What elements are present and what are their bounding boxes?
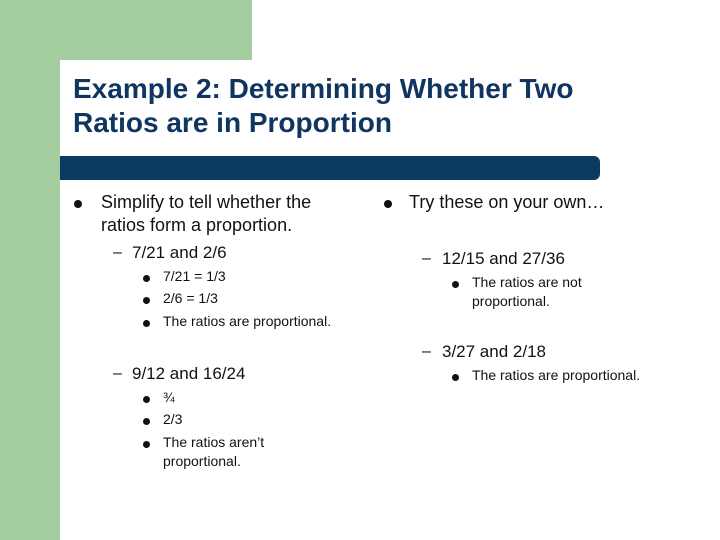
dash-icon: – xyxy=(113,244,122,261)
title-divider-bar xyxy=(60,156,600,180)
bullet-dot-icon xyxy=(452,374,459,381)
left-sub2-item-1: ¾ xyxy=(163,389,175,405)
bullet-dot-icon xyxy=(143,275,150,282)
right-sub1-item-1-line-1: The ratios are not xyxy=(472,274,582,290)
left-sub1-item-2: 2/6 = 1/3 xyxy=(163,290,218,306)
bullet-dot-icon xyxy=(143,441,150,448)
bullet-dot-icon xyxy=(452,281,459,288)
green-left-stripe xyxy=(0,0,60,540)
bullet-dot-icon xyxy=(143,396,150,403)
right-sub2-label: 3/27 and 2/18 xyxy=(442,342,546,361)
slide-title xyxy=(73,72,693,140)
left-main-line-2: ratios form a proportion. xyxy=(101,215,293,235)
right-sub1-item-1 xyxy=(472,273,582,311)
right-sub1-item-1-line-2: proportional. xyxy=(472,293,550,309)
dash-icon: – xyxy=(422,343,431,360)
left-sub2-item-3 xyxy=(163,433,264,471)
left-sub1-item-1: 7/21 = 1/3 xyxy=(163,268,226,284)
left-sub1-label: 7/21 and 2/6 xyxy=(132,243,227,262)
left-main-line-1: Simplify to tell whether the xyxy=(101,192,312,212)
left-sub2-item-3-line-1: The ratios aren’t xyxy=(163,434,265,450)
bullet-dot-icon xyxy=(143,418,150,425)
bullet-dot-icon xyxy=(143,297,150,304)
left-sub2-item-2: 2/3 xyxy=(163,411,183,427)
left-sub2-item-3-line-2: proportional. xyxy=(163,453,241,469)
left-main-bullet xyxy=(101,191,311,237)
dash-icon: – xyxy=(422,250,431,267)
dash-icon: – xyxy=(113,365,122,382)
title-line-2: Ratios are in Proportion xyxy=(73,107,392,138)
right-sub2-item-1: The ratios are proportional. xyxy=(472,367,641,383)
title-line-1: Example 2: Determining Whether Two xyxy=(73,73,574,104)
right-sub1-label: 12/15 and 27/36 xyxy=(442,249,565,268)
bullet-dot-icon xyxy=(143,320,150,327)
right-main-bullet: Try these on your own… xyxy=(409,192,605,212)
bullet-dot-icon xyxy=(384,200,392,208)
left-sub1-item-3: The ratios are proportional. xyxy=(163,313,332,329)
left-sub2-label: 9/12 and 16/24 xyxy=(132,364,246,383)
bullet-dot-icon xyxy=(74,200,82,208)
